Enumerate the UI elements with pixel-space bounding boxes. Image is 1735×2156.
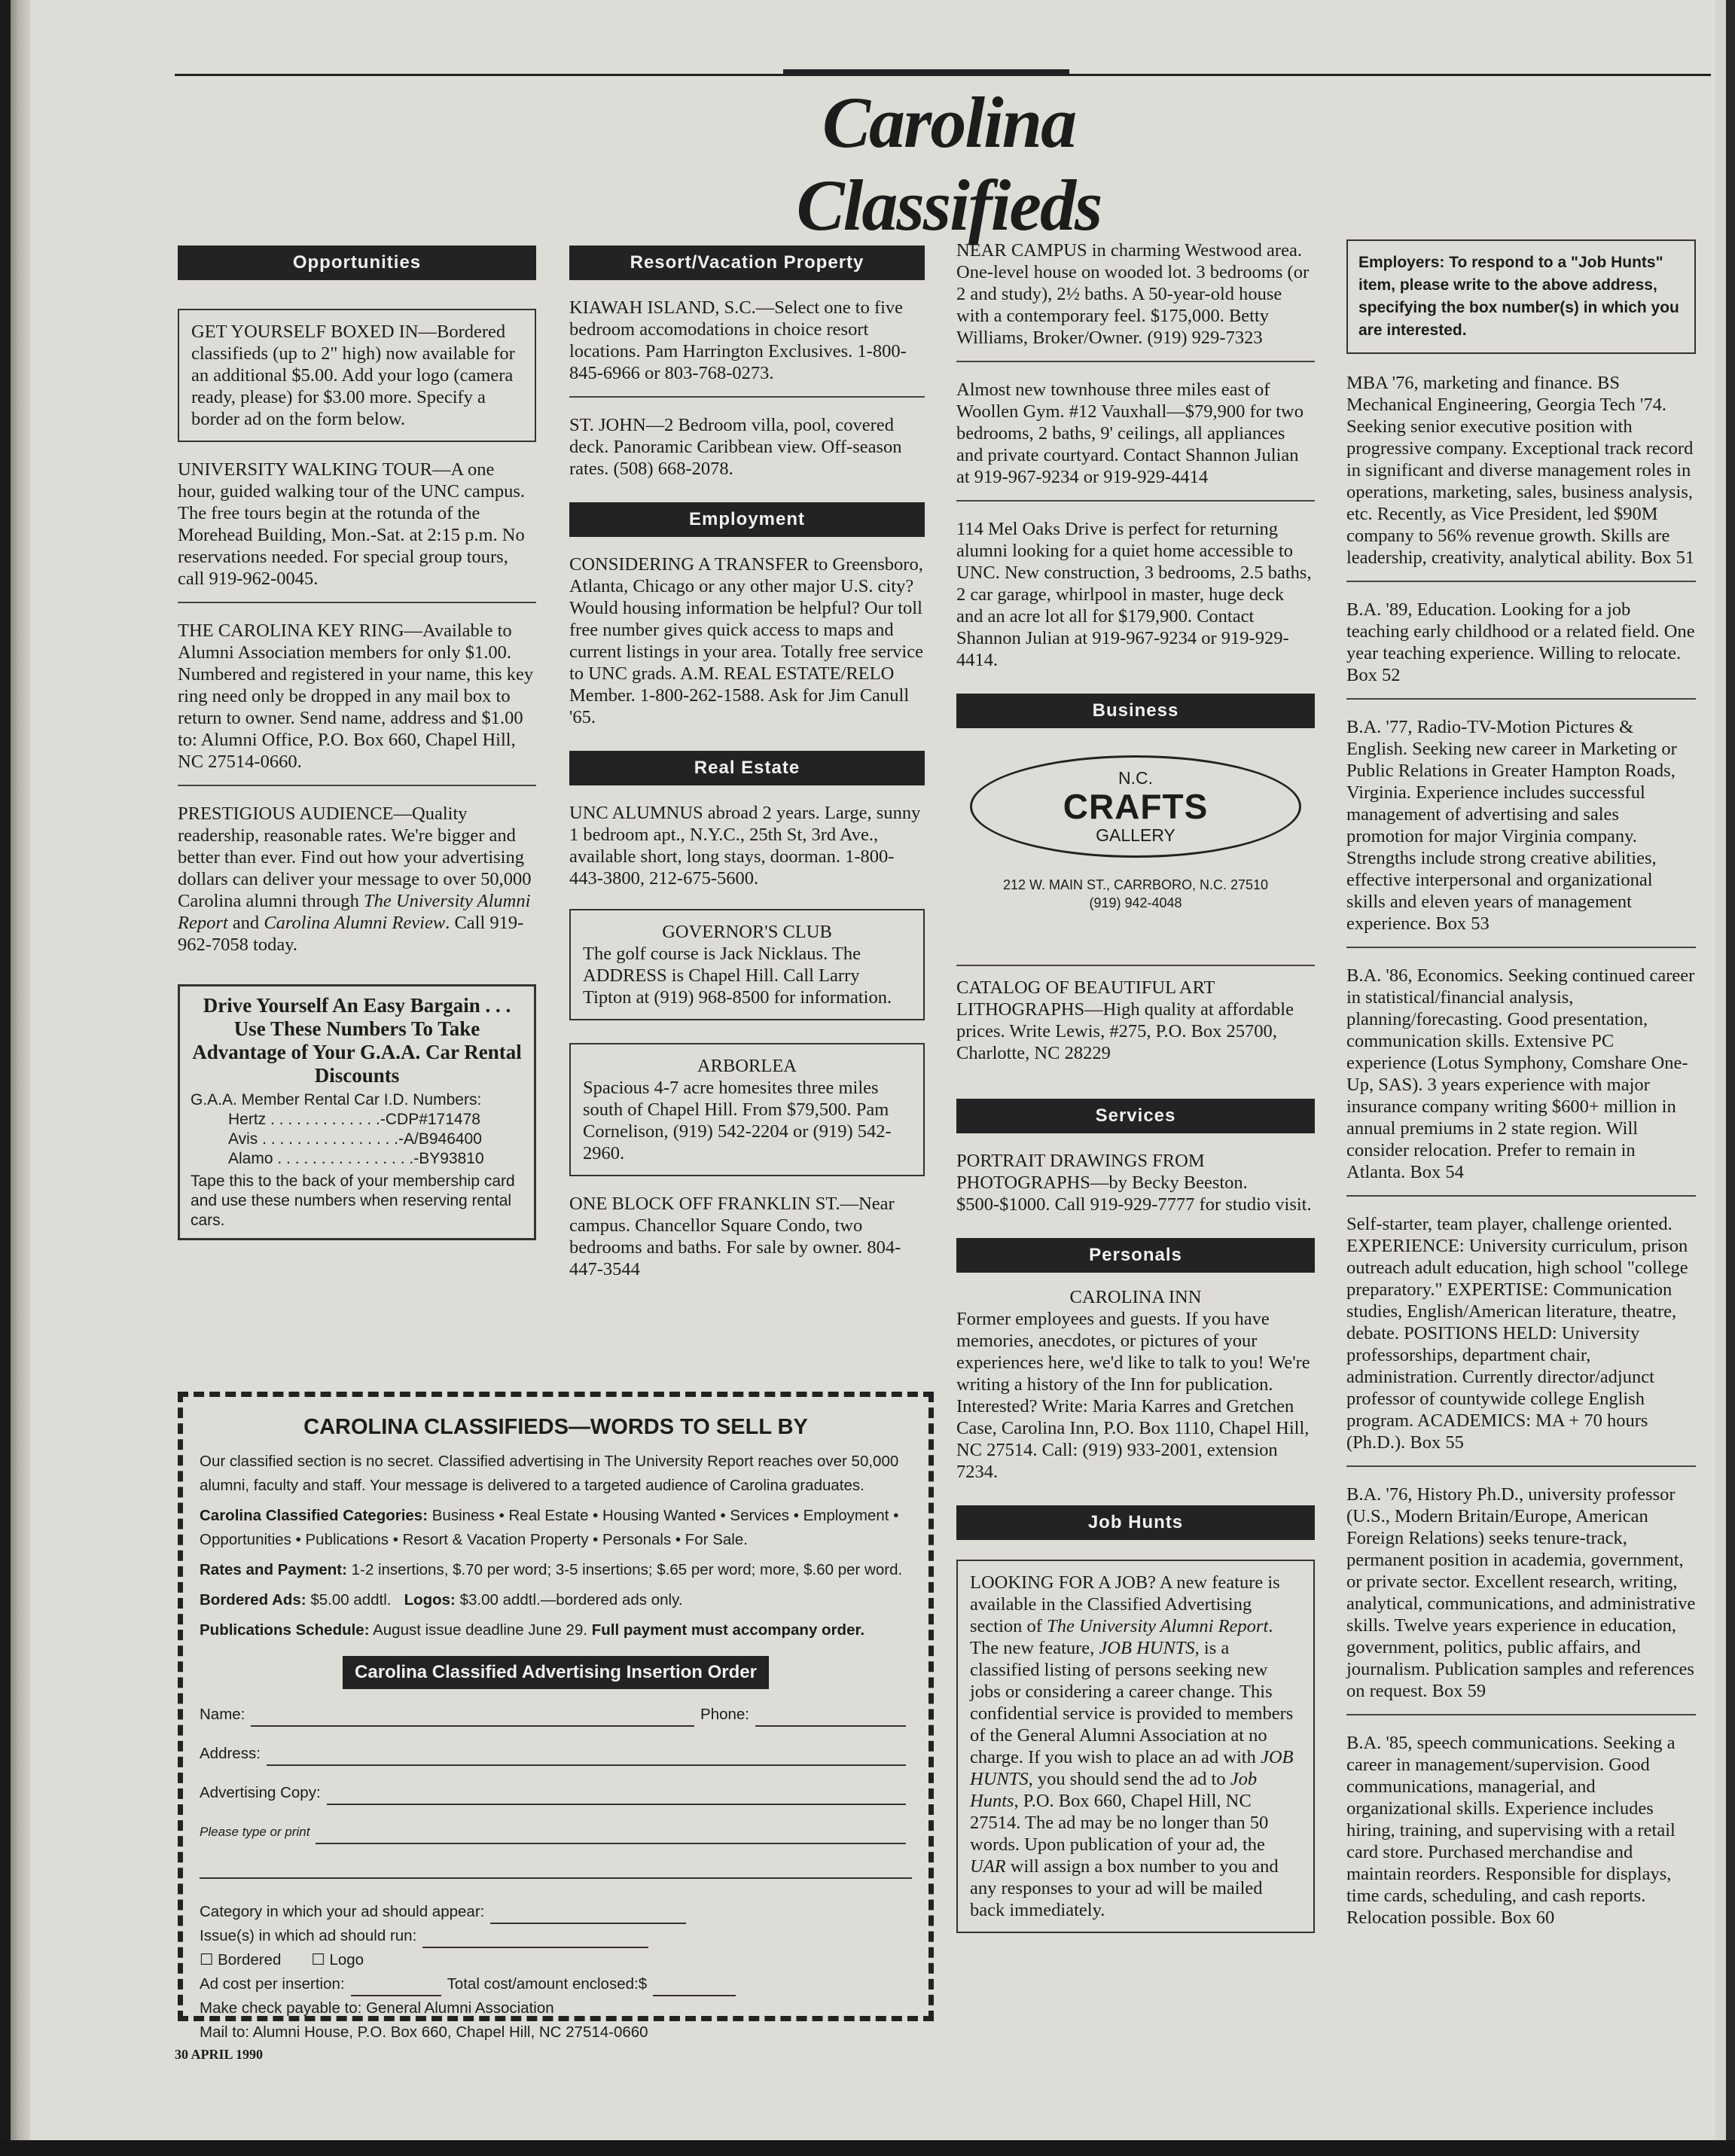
ad-arborlea bbox=[569, 1043, 925, 1176]
ad-st-john: ST. JOHN—2 Bedroom villa, pool, covered deck. Panoramic Caribbean view. Off-season rates. (508) 668-2078. bbox=[569, 415, 902, 479]
bottom-edge bbox=[0, 2140, 1735, 2156]
copy-extra-line[interactable] bbox=[200, 1859, 912, 1879]
cost-label: Ad cost per insertion: bbox=[200, 1975, 345, 1993]
header-real-estate: Real Estate bbox=[569, 751, 925, 785]
phone-label: Phone: bbox=[700, 1706, 749, 1723]
job-ad-box-52: B.A. '89, Education. Looking for a job teaching early childhood or a related field. One year teaching experience. Willing to relocate. Box 52 bbox=[1346, 599, 1696, 700]
ad-text-italic: UAR bbox=[970, 1856, 1006, 1877]
copy-field[interactable] bbox=[200, 1781, 912, 1805]
label: Publications Schedule: bbox=[200, 1621, 370, 1639]
crafts-gallery-ad bbox=[956, 755, 1315, 912]
ad-text: . Call 919-962-7058 today. bbox=[178, 913, 524, 955]
ad-body: Spacious 4-7 acre homesites three miles south of Chapel Hill. From $79,500. Pam Cornelison, (919) 542-2204 or (919) 542-2960. bbox=[583, 1078, 892, 1163]
print-label: Please type or print bbox=[200, 1825, 310, 1839]
form-bordered bbox=[200, 1588, 912, 1612]
ad-text-italic: JOB HUNTS bbox=[970, 1747, 1294, 1789]
ad-boxed: GET YOURSELF BOXED IN—Bordered classifieds (up to 2" high) now available for an additional $5.00. Add your logo (camera ready, please) for $3.00 more. Specify a border ad on the form below. bbox=[178, 309, 536, 442]
ad-prestigious-audience bbox=[178, 803, 536, 968]
ad-kiawah: KIAWAH ISLAND, S.C.—Select one to five bedroom accomodations in choice resort locations. Pam Harrington Exclusives. 1-800-845-6966 or 803-768-0273. bbox=[569, 297, 925, 398]
car-rental-note: Tape this to the back of your membership card and use these numbers when reserving rental cars. bbox=[191, 1173, 515, 1229]
header-job-hunts: Job Hunts bbox=[956, 1505, 1315, 1540]
form-title: CAROLINA CLASSIFIEDS—WORDS TO SELL BY bbox=[303, 1415, 808, 1439]
ad-text: , you should send the ad to bbox=[1028, 1769, 1230, 1789]
ad-title: CAROLINA INN bbox=[1069, 1287, 1202, 1307]
issues-input-line[interactable] bbox=[422, 1932, 648, 1948]
logo-line2: CRAFTS bbox=[1063, 787, 1209, 826]
category-field[interactable] bbox=[200, 1900, 912, 1924]
rate-avis: Avis . . . . . . . . . . . . . . . .-A/B946400 bbox=[228, 1130, 482, 1148]
name-field[interactable] bbox=[200, 1703, 912, 1727]
ad-carolina-inn bbox=[956, 1286, 1315, 1495]
text: 1-2 insertions, $.70 per word; 3-5 insertions; $.65 per word; more, $.60 per word. bbox=[346, 1561, 903, 1578]
ad-westwood: NEAR CAMPUS in charming Westwood area. One-level house on wooded lot. 3 bedrooms (or 2 and study), 2½ baths. A 50-year-old house with a contemporary feel. $175,000. Betty Williams, Broker/Owner. (919) 929-7323 bbox=[956, 239, 1315, 362]
ad-townhouse: Almost new townhouse three miles east of Woollen Gym. #12 Vauxhall—$79,900 for two bedrooms, 2 baths, 9' ceilings, all appliances and private courtyard. Contact Shannon Julian at 919-967-9234 or 919-929-4414 bbox=[956, 379, 1315, 502]
phone-input-line[interactable] bbox=[755, 1710, 906, 1727]
top-rule-accent bbox=[783, 69, 1069, 76]
ad-text: , is a classified listing of persons seeking new jobs or considering a career change. This confidential service is provided to members of the General Alumni Association at no charge. If you wish to place an ad with bbox=[970, 1638, 1294, 1767]
ad-text: will assign a box number to you and any responses to your ad will be mailed back immediately. bbox=[970, 1856, 1279, 1920]
ad-transfer: CONSIDERING A TRANSFER to Greensboro, Atlanta, Chicago or any other major U.S. city? Would housing information be helpful? Our toll free number gives quick access to maps and current listings in your area. Totally free service to UNC grads. A.M. REAL ESTATE/RELO Member. 1-800-262-1588. Ask for Jim Canull '65. bbox=[569, 554, 923, 727]
category-label: Category in which your ad should appear: bbox=[200, 1903, 485, 1920]
job-ad-box-59: B.A. '76, History Ph.D., university professor (U.S., Modern Britain/Europe, American Foreign Relations) seeks tenure-track, permanent position in academia, government, or private sector. Excellent research, writing, analytical, communications, and administrative skills. Twelve years experience in education, government, politics, public affairs, and journalism. Publication samples and references on request. Box 59 bbox=[1346, 1484, 1696, 1715]
issues-field[interactable] bbox=[200, 1924, 912, 1948]
cost-input-line[interactable] bbox=[351, 1980, 441, 1996]
logo-line3: GALLERY bbox=[1096, 825, 1175, 845]
phone-line: (919) 942-4048 bbox=[1089, 895, 1182, 910]
ad-title: GOVERNOR'S CLUB bbox=[662, 922, 832, 942]
ad-unc-alumnus: UNC ALUMNUS abroad 2 years. Large, sunny 1 bedroom apt., N.Y.C., 25th St, 3rd Ave., available short, long stays, doorman. 1-800-443-3800, 212-675-5600. bbox=[569, 803, 921, 889]
ad-text-italic: Carolina Alumni Review bbox=[264, 913, 446, 933]
ad-body: The golf course is Jack Nicklaus. The ADDRESS is Chapel Hill. Call Larry Tipton at (919) 968-8500 for information. bbox=[583, 944, 892, 1008]
ad-text-italic: Job Hunts bbox=[970, 1769, 1258, 1811]
ad-key-ring: THE CAROLINA KEY RING—Available to Alumni Association members for only $1.00. Numbered and registered in your name, this key ring need only be dropped in any mail box to return to owner. Send name, address and $1.00 to: Alumni Office, P.O. Box 660, Chapel Hill, NC 27514-0660. bbox=[178, 620, 536, 786]
page-edge bbox=[1726, 0, 1735, 2156]
car-rental-title: Drive Yourself An Easy Bargain . . . Use These Numbers To Take Advantage of Your G.A.A. Car Rental Discounts bbox=[192, 994, 522, 1087]
payable-note: Make check payable to: General Alumni Association bbox=[200, 1999, 554, 2017]
ad-body: Former employees and guests. If you have memories, anecdotes, or pictures of your experiences here, we'd like to talk to you! We're writing a history of the Inn for publication. Interested? Write: Maria Karres and Gretchen Case, Carolina Inn, P.O. Box 1110, Chapel Hill, NC 27514. Call: (919) 933-2001, extension 7234. bbox=[956, 1309, 1310, 1482]
bordered-checkbox[interactable]: ☐ Bordered bbox=[200, 1951, 282, 1968]
job-ad-box-53: B.A. '77, Radio-TV-Motion Pictures & English. Seeking new career in Marketing or Public Relations in Greater Hampton Roads, Virginia. Experience includes successful management of advertising and sales promotion for major Virginia company. Strengths include strong creative abilities, effective interpersonal and organizational skills and eleven years of management experience. Box 53 bbox=[1346, 716, 1696, 948]
form-rates bbox=[200, 1558, 912, 1582]
job-ad-box-51: MBA '76, marketing and finance. BS Mechanical Engineering, Georgia Tech '74. Seeking senior executive position with progressive company. Exceptional track record in significant and diverse management roles in operations, marketing, sales, business analysis, etc. Recently, as Vice President, led $90M company to 56% revenue growth. Skills are leadership, creativity, analytical ability. Box 51 bbox=[1346, 372, 1696, 582]
column-opportunities bbox=[178, 245, 536, 1240]
name-label: Name: bbox=[200, 1706, 245, 1723]
address-field[interactable] bbox=[200, 1742, 912, 1766]
ad-job-hunts bbox=[956, 1560, 1315, 1933]
label: Logos: bbox=[404, 1591, 456, 1609]
header-services: Services bbox=[956, 1099, 1315, 1133]
header-business: Business bbox=[956, 694, 1315, 728]
address-input-line[interactable] bbox=[267, 1749, 906, 1766]
header-employment: Employment bbox=[569, 502, 925, 537]
label: Carolina Classified Categories: bbox=[200, 1507, 428, 1524]
crafts-gallery-address bbox=[956, 876, 1315, 912]
job-ad-box-55: Self-starter, team player, challenge oriented. EXPERIENCE: University curriculum, prison outreach adult education, high school "college preparatory." EXPERTISE: Communication studies, English/American literature, theatre, debate. POSITIONS HELD: University professorships, department chair, administration. Currently director/adjunct professor of countywide college English program. ACADEMICS: MA + 70 hours (Ph.D.). Box 55 bbox=[1346, 1213, 1696, 1467]
label: Rates and Payment: bbox=[200, 1561, 347, 1578]
copy-label: Advertising Copy: bbox=[200, 1784, 321, 1801]
total-label: Total cost/amount enclosed:$ bbox=[447, 1975, 648, 1993]
issues-label: Issue(s) in which ad should run: bbox=[200, 1927, 417, 1944]
ad-portrait: PORTRAIT DRAWINGS FROM PHOTOGRAPHS—by Becky Beeston. $500-$1000. Call 919-929-7777 for studio visit. bbox=[956, 1151, 1312, 1215]
ad-walking-tour: UNIVERSITY WALKING TOUR—A one hour, guided walking tour of the UNC campus. The free tours begin at the rotunda of the Morehead Building, Mon.-Sat. at 2:15 p.m. No reservations needed. For special group tours, call 919-962-0045. bbox=[178, 459, 536, 603]
car-rental-box bbox=[178, 984, 536, 1240]
ad-title: ARBORLEA bbox=[697, 1056, 797, 1076]
total-input-line[interactable] bbox=[653, 1980, 736, 1996]
address-line: 212 W. MAIN ST., CARRBORO, N.C. 27510 bbox=[1002, 877, 1269, 892]
ad-text: LOOKING FOR A JOB? A new feature is available in the Classified Advertising section of bbox=[970, 1572, 1280, 1636]
text: $3.00 addtl.—bordered ads only. bbox=[455, 1591, 683, 1609]
header-personals: Personals bbox=[956, 1238, 1315, 1273]
ad-catalog: CATALOG OF BEAUTIFUL ART LITHOGRAPHS—High quality at affordable prices. Write Lewis, #275, P.O. Box 25700, Charlotte, NC 28229 bbox=[956, 977, 1294, 1063]
ad-franklin: ONE BLOCK OFF FRANKLIN ST.—Near campus. Chancellor Square Condo, two bedrooms and baths. For sale by owner. 804-447-3544 bbox=[569, 1194, 901, 1279]
employers-notice: Employers: To respond to a "Job Hunts" item, please write to the above address, specifying the box number(s) in which you are interested. bbox=[1346, 239, 1696, 354]
form-schedule bbox=[200, 1618, 912, 1642]
form-intro: Our classified section is no secret. Classified advertising in The University Report reaches over 50,000 alumni, faculty and staff. Your message is delivered to a targeted audience of Carolina graduates. bbox=[200, 1453, 899, 1494]
category-input-line[interactable] bbox=[490, 1907, 686, 1924]
address-label: Address: bbox=[200, 1745, 261, 1762]
copy-input-line[interactable] bbox=[327, 1789, 906, 1805]
insertion-order-title: Carolina Classified Advertising Insertion Order bbox=[343, 1656, 769, 1689]
header-resort: Resort/Vacation Property bbox=[569, 245, 925, 280]
ad-text: PRESTIGIOUS AUDIENCE—Quality readership, reasonable rates. We're bigger and better than ever. Find out how your advertising dollars can deliver your message to over 50,000 Carolina alumni through bbox=[178, 804, 532, 911]
column-resort bbox=[569, 245, 925, 1309]
print-input-line[interactable] bbox=[316, 1828, 906, 1844]
rate-alamo: Alamo . . . . . . . . . . . . . . . .-BY93810 bbox=[228, 1150, 484, 1167]
ad-text: and bbox=[227, 913, 264, 933]
car-rental-numbers bbox=[191, 1110, 523, 1169]
crafts-gallery-logo bbox=[970, 755, 1301, 858]
emphasis: Full payment must accompany order. bbox=[591, 1621, 865, 1639]
ad-text-italic: The University Alumni Report bbox=[1047, 1616, 1269, 1636]
mail-note: Mail to: Alumni House, P.O. Box 660, Chapel Hill, NC 27514-0660 bbox=[200, 2023, 648, 2041]
ad-text: , P.O. Box 660, Chapel Hill, NC 27514. The ad may be no longer than 50 words. Upon publication of your ad, the bbox=[970, 1791, 1269, 1855]
cost-field[interactable] bbox=[200, 1972, 912, 1996]
ad-mel-oaks: 114 Mel Oaks Drive is perfect for returning alumni looking for a quiet home accessible to UNC. New construction, 3 bedrooms, 2.5 baths, 2 car garage, whirlpool in master, huge deck and an acre lot all for $179,900. Contact Shannon Julian at 919-967-9234 or 919-929-4414. bbox=[956, 519, 1312, 670]
page-footer: 30 APRIL 1990 bbox=[175, 2047, 264, 2062]
text: $5.00 addtl. bbox=[306, 1591, 392, 1609]
classified-order-form bbox=[178, 1392, 934, 2041]
text: August issue deadline June 29. bbox=[369, 1621, 592, 1639]
rate-hertz: Hertz . . . . . . . . . . . . .-CDP#171478 bbox=[228, 1111, 480, 1128]
logo-checkbox[interactable]: ☐ Logo bbox=[311, 1951, 364, 1968]
ad-governors-club bbox=[569, 909, 925, 1020]
logo-line1: N.C. bbox=[1118, 768, 1153, 788]
ad-text-italic: The University Alumni Report bbox=[178, 891, 531, 933]
ad-text: . The new feature, bbox=[970, 1616, 1273, 1658]
label: Bordered Ads: bbox=[200, 1591, 306, 1609]
job-ad-box-60: B.A. '85, speech communications. Seeking a career in management/supervision. Good communications, managerial, and organizational skills. Experience includes hiring, training, and supervising with a retail card store. Purchased merchandise and maintain reorders. Responsible for displays, time cards, scheduling, and cash reports. Relocation possible. Box 60 bbox=[1346, 1733, 1676, 1928]
job-ad-box-54: B.A. '86, Economics. Seeking continued career in statistical/financial analysis, planning/forecasting. Good presentation, communication skills. Extensive PC experience (Lotus Symphony, Comshare One-Up, SAS). 3 years experience with major insurance company writing $600+ million in annual premiums in 2 state region. Will consider relocation. Prefer to remain in Atlanta. Box 54 bbox=[1346, 965, 1696, 1197]
car-rental-subtitle: G.A.A. Member Rental Car I.D. Numbers: bbox=[191, 1091, 482, 1108]
text: Business • Real Estate • Housing Wanted • Services • Employment • Opportunities • Publications • Resort & Vacation Property • Personals • For Sale. bbox=[200, 1507, 899, 1548]
column-real-estate-business bbox=[956, 239, 1315, 1950]
print-field[interactable] bbox=[200, 1820, 912, 1844]
header-opportunities: Opportunities bbox=[178, 245, 536, 280]
column-job-hunts-listings bbox=[1346, 239, 1696, 1957]
form-categories bbox=[200, 1504, 912, 1552]
ad-text-italic: JOB HUNTS bbox=[1099, 1638, 1195, 1658]
book-spine bbox=[11, 0, 30, 2140]
name-input-line[interactable] bbox=[251, 1710, 694, 1727]
ad-options bbox=[200, 1948, 912, 1972]
masthead-title: Carolina Classifieds bbox=[796, 82, 1102, 245]
